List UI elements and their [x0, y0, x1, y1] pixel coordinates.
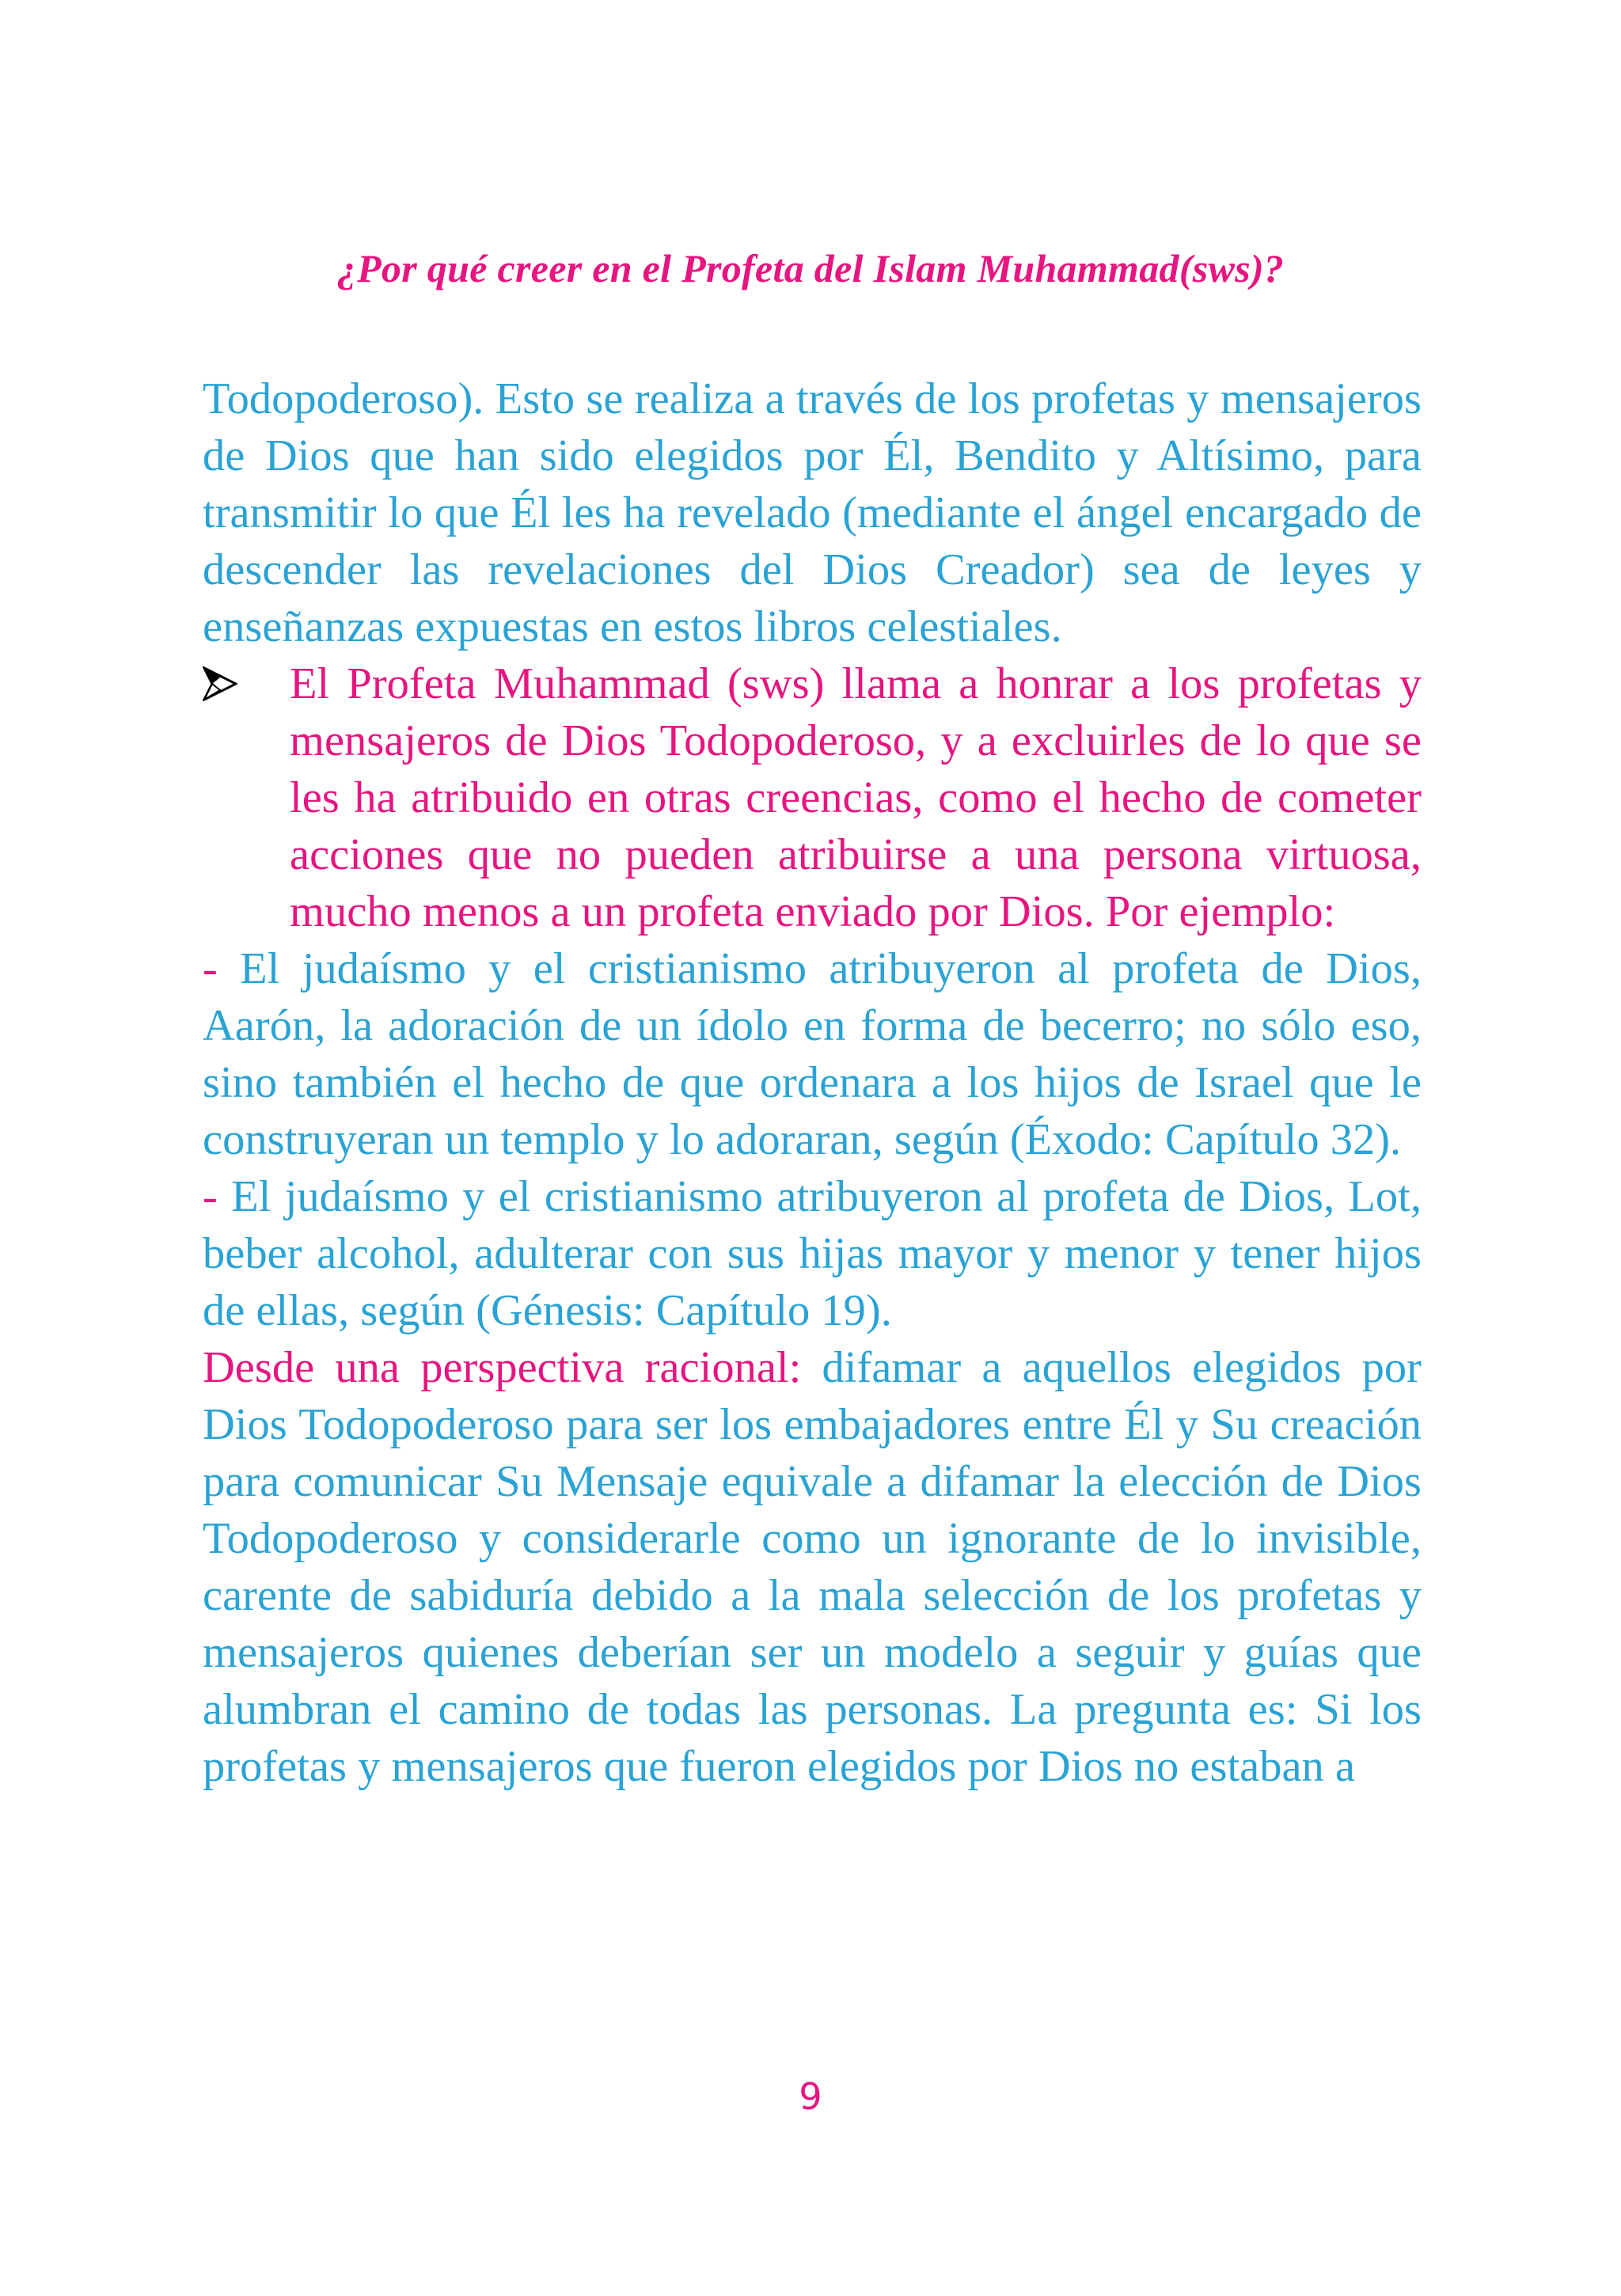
- paragraph-lead: Desde una perspectiva racional:: [203, 1343, 802, 1392]
- paragraph-rational: [203, 1339, 1422, 1795]
- dash-item-text: El judaísmo y el cristianismo atribuyeron al profeta de Dios, Lot, beber alcohol, adulterar con sus hijas mayor y menor y tener hijos de ellas, según (Génesis: Capítulo 19).: [203, 1172, 1422, 1335]
- dash-item-text: El judaísmo y el cristianismo atribuyeron al profeta de Dios, Aarón, la adoración de un ídolo en forma de becerro; no sólo eso, sino también el hecho de que ordenara a los hijos de Israel que le construyeran un templo y lo adoraran, según (Éxodo: Capítulo 32).: [203, 944, 1422, 1164]
- bullet-text: El Profeta Muhammad (sws) llama a honrar a los profetas y mensajeros de Dios Todopoderoso, y a excluirles de lo que se les ha atribuido en otras creencias, como el hecho de cometer acciones que no pueden atribuirse a una persona virtuosa, mucho menos a un profeta enviado por Dios. Por ejemplo:: [290, 659, 1422, 936]
- dash-marker: -: [203, 944, 218, 993]
- dash-item-aaron: [203, 940, 1422, 1168]
- paragraph-continuation: Todopoderoso). Esto se realiza a través de los profetas y mensajeros de Dios que han sido elegidos por Él, Bendito y Altísimo, para transmitir lo que Él les ha revelado (mediante el ángel encargado de descender las revelaciones del Dios Creador) sea de leyes y enseñanzas expuestas en estos libros celestiales.: [203, 374, 1422, 651]
- paragraph-text: difamar a aquellos elegidos por Dios Todopoderoso para ser los embajadores entre Él y Su creación para comunicar Su Mensaje equivale a difamar la elección de Dios Todopoderoso y considerarle como un ignorante de lo invisible, carente de sabiduría debido a la mala selección de los profetas y mensajeros quienes deberían ser un modelo a seguir y guías que alumbran el camino de todas las personas. La pregunta es: Si los profetas y mensajeros que fueron elegidos por Dios no estaban a: [203, 1343, 1422, 1791]
- running-header: ¿Por qué creer en el Profeta del Islam Muhammad(sws)?: [336, 246, 1285, 290]
- bullet-item: [203, 655, 1422, 940]
- dash-marker: -: [203, 1172, 218, 1221]
- dash-item-lot: [203, 1168, 1422, 1339]
- page-number: 9: [799, 2075, 822, 2118]
- page-body: [203, 370, 1422, 1795]
- arrowhead-bullet-icon: [203, 666, 237, 701]
